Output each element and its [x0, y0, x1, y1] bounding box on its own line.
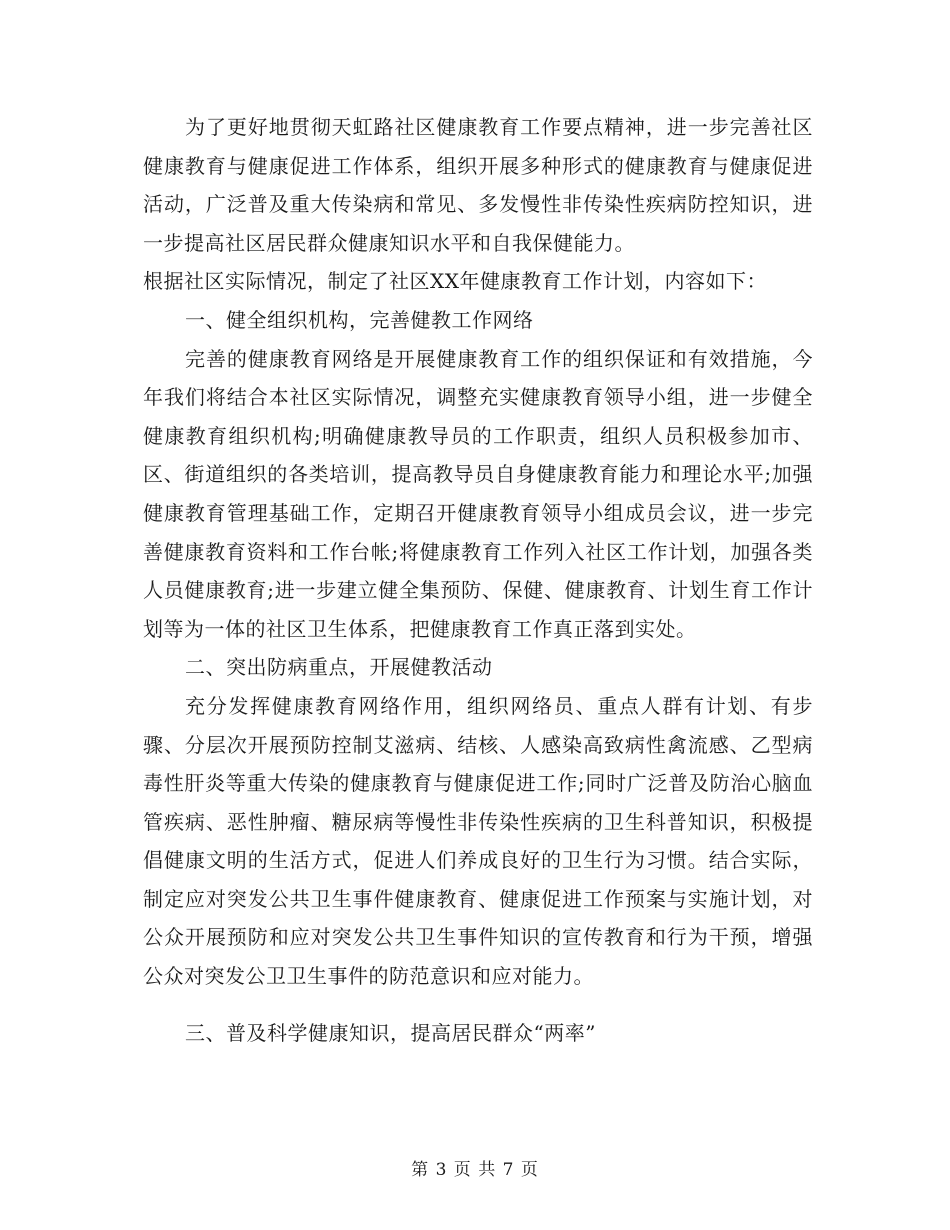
- document-body: [143, 108, 813, 1052]
- section-2-paragraph: 充分发挥健康教育网络作用，组织网络员、重点人群有计划、有步骤、分层次开展预防控制艾滋病、结核、人感染高致病性禽流感、乙型病毒性肝炎等重大传染的健康教育与健康促进工作;同时广泛普及防治心脑血管疾病、恶性肿瘤、糖尿病等慢性非传染性疾病的卫生科普知识，积极提倡健康文明的生活方式，促进人们养成良好的卫生行为习惯。结合实际，制定应对突发公共卫生事件健康教育、健康促进工作预案与实施计划，对公众开展预防和应对突发公共卫生事件知识的宣传教育和行为干预，增强公众对突发公卫卫生事件的防范意识和应对能力。: [143, 693, 813, 989]
- intro-continued-paragraph: 根据社区实际情况，制定了社区XX年健康教育工作计划，内容如下：: [143, 269, 767, 294]
- section-3-heading: 三、普及科学健康知识，提高居民群众“两率”: [185, 1020, 596, 1045]
- section-2-heading: 二、突出防病重点，开展健教活动: [185, 655, 493, 680]
- section-1-heading: 一、健全组织机构，完善健教工作网络: [185, 307, 534, 332]
- page-number-footer: 第 3 页 共 7 页: [411, 1160, 539, 1180]
- section-1-paragraph: 完善的健康教育网络是开展健康教育工作的组织保证和有效措施，今年我们将结合本社区实际情况，调整充实健康教育领导小组，进一步健全健康教育组织机构;明确健康教导员的工作职责，组织人员积极参加市、区、街道组织的各类培训，提高教导员自身健康教育能力和理论水平;加强健康教育管理基础工作，定期召开健康教育领导小组成员会议，进一步完善健康教育资料和工作台帐;将健康教育工作列入社区工作计划，加强各类人员健康教育;进一步建立健全集预防、保健、健康教育、计划生育工作计划等为一体的社区卫生体系，把健康教育工作真正落到实处。: [143, 346, 813, 641]
- intro-paragraph: 为了更好地贯彻天虹路社区健康教育工作要点精神，进一步完善社区健康教育与健康促进工作体系，组织开展多种形式的健康教育与健康促进活动，广泛普及重大传染病和常见、多发慢性非传染性疾病防控知识，进一步提高社区居民群众健康知识水平和自我保健能力。: [143, 115, 813, 255]
